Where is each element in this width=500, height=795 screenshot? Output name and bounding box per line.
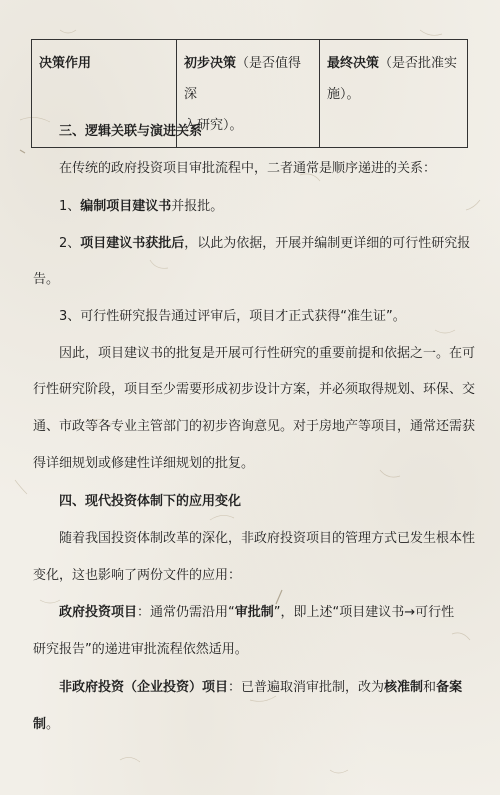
- item-text: 和: [423, 680, 437, 695]
- cell-text: （是否批准实: [379, 56, 458, 71]
- item-text: ：已普遍取消审批制，改为: [228, 680, 385, 695]
- cell-bold-term: 初步决策: [184, 56, 237, 71]
- cell-bold-term: 最终决策: [327, 56, 380, 71]
- item-bold: 非政府投资（企业投资）项目: [59, 680, 229, 695]
- item-text: ：通常仍需沿用“: [137, 605, 235, 620]
- gov-investment-item: [59, 605, 469, 621]
- item-text: ”，即上述“项目建议书→可行性: [273, 605, 455, 620]
- step-2: [59, 236, 469, 252]
- item-bold: 核准制: [384, 680, 424, 695]
- section3-intro: 在传统的政府投资项目审批流程中，二者通常是顺序递进的关系：: [59, 161, 437, 176]
- item-bold: 备案: [436, 680, 463, 695]
- item-bold: 审批制: [234, 605, 274, 620]
- row-label: 决策作用: [39, 56, 92, 71]
- step-number: 1、: [59, 199, 81, 214]
- item-bold: 制: [33, 717, 47, 732]
- nongov-investment-item: [59, 680, 469, 696]
- step-bold: 编制项目建议书: [80, 199, 172, 214]
- step-number: 2、: [59, 236, 81, 251]
- nongov-investment-continued: [33, 717, 469, 733]
- paragraph-line: 行性研究阶段，项目至少需要形成初步设计方案，并必须取得规划、环保、交: [33, 382, 476, 397]
- paragraph-line: 随着我国投资体制改革的深化，非政府投资项目的管理方式已发生根本性: [59, 531, 476, 546]
- item-text: 。: [46, 717, 60, 732]
- step-2-continued: 告。: [33, 272, 60, 287]
- step-text: 并报批。: [171, 199, 224, 214]
- paragraph-line: 得详细规划或修建性详细规划的批复。: [33, 456, 255, 471]
- paragraph-line: 变化，这也影响了两份文件的应用：: [33, 568, 242, 583]
- item-bold: 政府投资项目: [59, 605, 138, 620]
- section-heading-4: 四、现代投资体制下的应用变化: [59, 494, 242, 509]
- step-bold: 项目建议书获批后: [80, 236, 185, 251]
- paragraph-line: 通、市政等各专业主管部门的初步咨询意见。对于房地产等项目，通常还需获: [33, 419, 476, 434]
- cell-text-line2: 入研究）。: [184, 118, 243, 133]
- cell-text-line2: 施）。: [327, 87, 360, 102]
- section-heading-3: 三、逻辑关联与演进关系: [59, 124, 203, 139]
- gov-investment-continued: 研究报告”的递进审批流程依然适用。: [33, 642, 248, 657]
- step-text: ，以此为依据，开展并编制更详细的可行性研究报: [184, 236, 471, 251]
- step-1: [59, 199, 469, 215]
- step-3: 3、可行性研究报告通过评审后，项目才正式获得“准生证”。: [59, 309, 406, 324]
- paragraph-line: 因此，项目建议书的批复是开展可行性研究的重要前提和依据之一。在可: [59, 346, 476, 361]
- cell-text: （是否值得深: [184, 56, 302, 102]
